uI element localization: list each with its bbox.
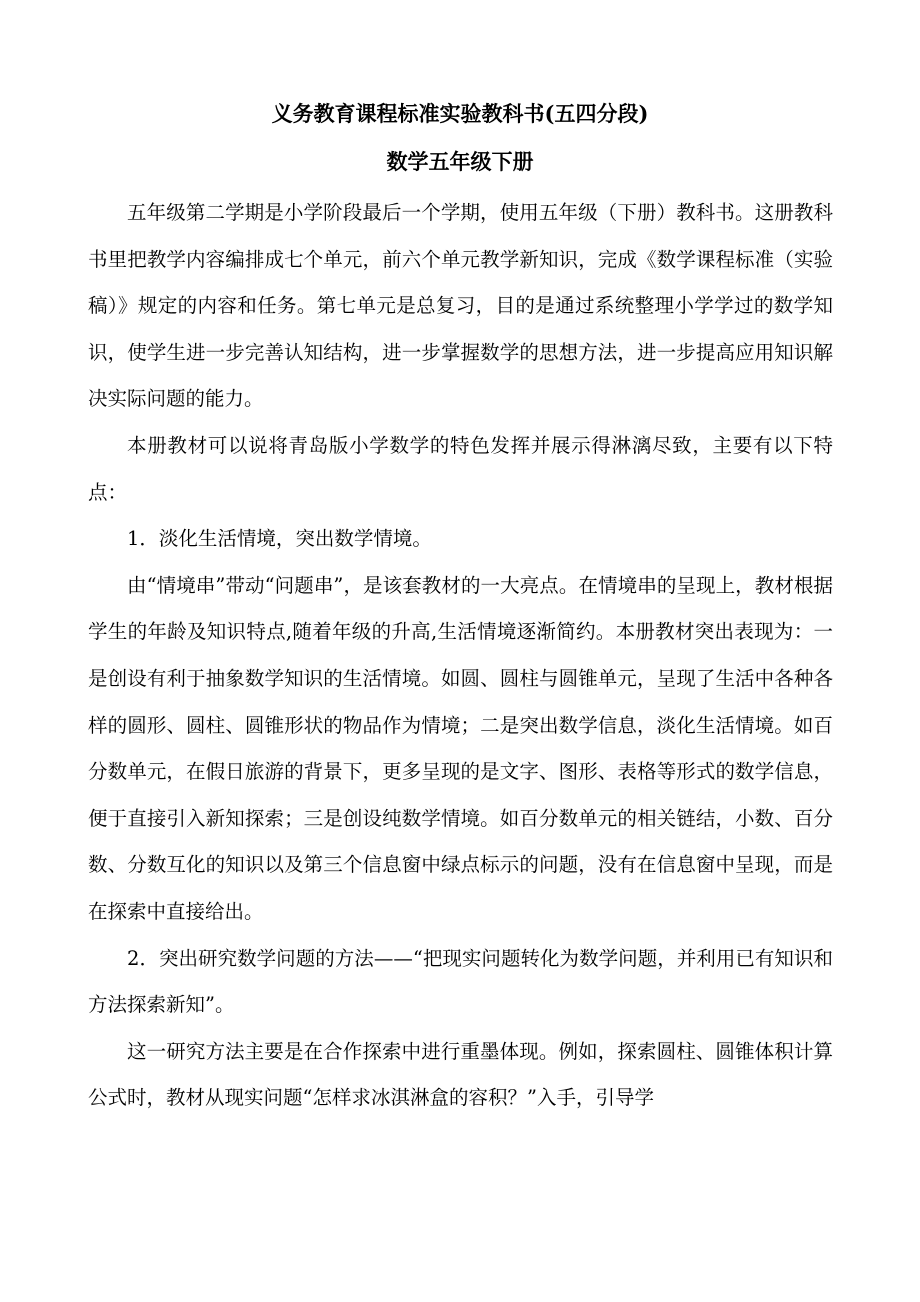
paragraph-point-1-body: 由“情境串”带动“问题串”，是该套教材的一大亮点。在情境串的呈现上，教材根据学生的年龄及知识特点,随着年级的升高,生活情境逐渐简约。本册教材突出表现为：一是创设有利于抽象数学知识的生活情境。如圆、圆柱与圆锥单元，呈现了生活中各种各样的圆形、圆柱、圆锥形状的物品作为情境；二是突出数学信息，淡化生活情境。如百分数单元，在假日旅游的背景下，更多呈现的是文字、图形、表格等形式的数学信息，便于直接引入新知探索；三是创设纯数学情境。如百分数单元的相关链结，小数、百分数、分数互化的知识以及第三个信息窗中绿点标示的问题，没有在信息窗中呈现，而是在探索中直接给出。 [88, 573, 833, 923]
document-title: 义务教育课程标准实验教科书(五四分段) [271, 101, 649, 126]
document-body [88, 190, 833, 1122]
paragraph-point-2-body: 这一研究方法主要是在合作探索中进行重墨体现。例如，探索圆柱、圆锥体积计算公式时，教材从现实问题“怎样求冰淇淋盒的容积？”入手，引导学 [88, 1039, 833, 1110]
paragraph-intro: 五年级第二学期是小学阶段最后一个学期，使用五年级（下册）教科书。这册教科书里把教学内容编排成七个单元，前六个单元教学新知识，完成《数学课程标准（实验稿）》规定的内容和任务。第七单元是总复习，目的是通过系统整理小学学过的数学知识，使学生进一步完善认知结构，进一步掌握数学的思想方法，进一步提高应用知识解决实际问题的能力。 [88, 201, 833, 411]
paragraph-point-1-heading: 1．淡化生活情境，突出数学情境。 [127, 527, 432, 551]
paragraph-point-2-heading: 2．突出研究数学问题的方法——“把现实问题转化为数学问题，并利用已有知识和方法探索新知”。 [88, 946, 833, 1017]
document-subtitle: 数学五年级下册 [386, 149, 534, 174]
paragraph-features-intro: 本册教材可以说将青岛版小学数学的特色发挥并展示得淋漓尽致，主要有以下特点： [88, 433, 833, 504]
